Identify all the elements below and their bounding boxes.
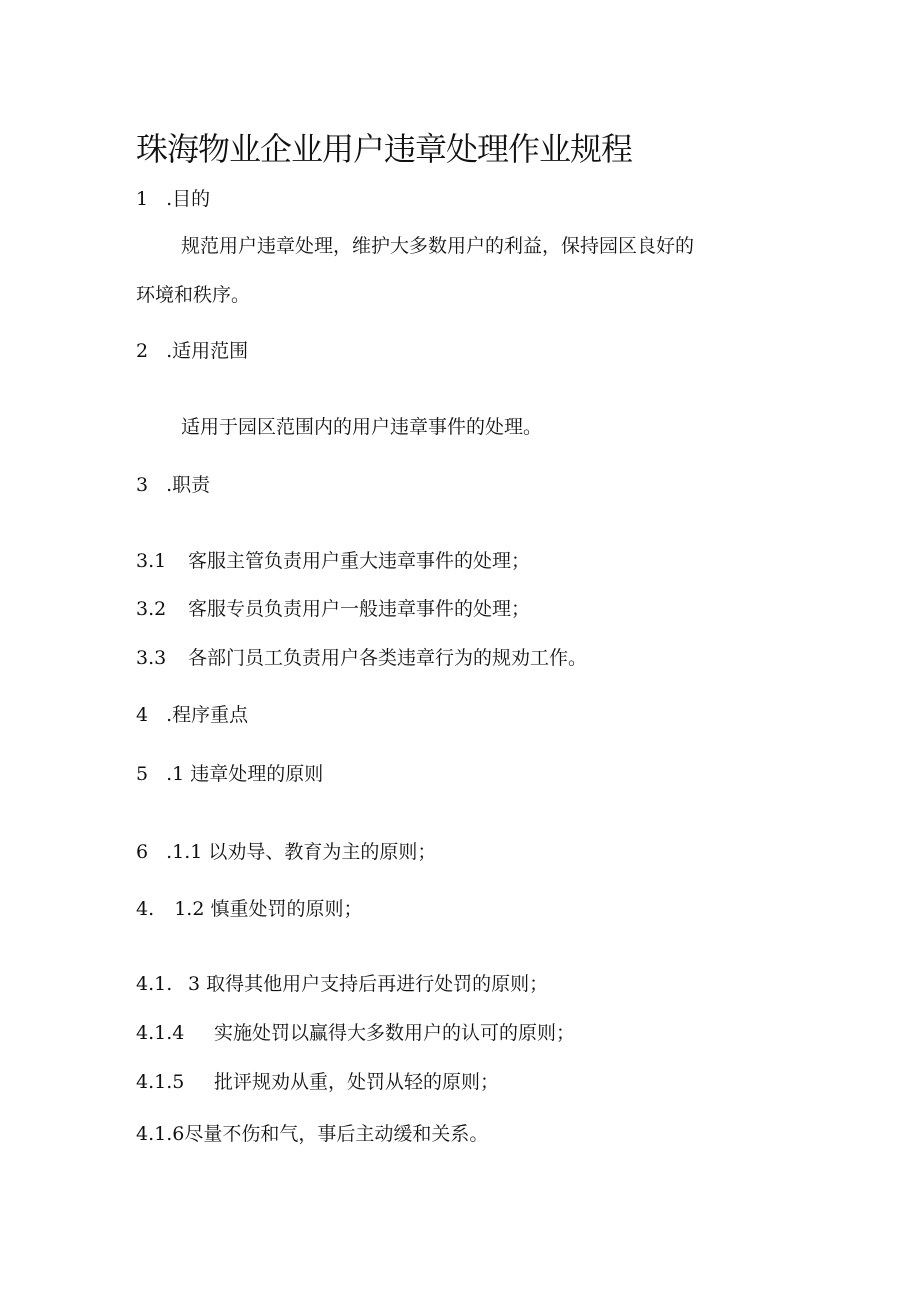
list-item <box>136 765 323 784</box>
item-text: 客服主管负责用户重大违章事件的处理； <box>188 550 531 572</box>
section-number: 3 <box>136 474 149 496</box>
item-number: 4.1. <box>136 973 173 995</box>
item-number: 4.1.6 <box>136 1123 185 1145</box>
paragraph-line: 规范用户违章处理，维护大多数用户的利益，保持园区良好的 <box>181 235 695 257</box>
item-text: 1.2 慎重处罚的原则； <box>174 898 363 920</box>
list-item <box>136 649 587 668</box>
list-item <box>136 843 436 862</box>
list-item <box>136 975 548 994</box>
paragraph-line: 适用于园区范围内的用户违章事件的处理。 <box>181 416 543 438</box>
item-number: 3.1 <box>136 550 167 572</box>
document-title: 珠海物业企业用户违章处理作业规程 <box>136 130 633 168</box>
item-text: 批评规劝从重，处罚从轻的原则； <box>214 1071 500 1093</box>
list-item <box>136 1125 488 1144</box>
section-heading-duties <box>136 476 210 495</box>
list-item <box>136 600 530 619</box>
item-text: 客服专员负责用户一般违章事件的处理； <box>188 598 531 620</box>
item-text: 3 取得其他用户支持后再进行处罚的原则； <box>188 973 549 995</box>
item-number: 4. <box>136 898 155 920</box>
list-item <box>136 552 530 571</box>
item-number: 4.1.5 <box>136 1071 185 1093</box>
section-number: 2 <box>136 340 149 362</box>
section-heading-scope <box>136 342 248 361</box>
section-number: 1 <box>136 188 149 210</box>
section-title: .职责 <box>166 474 211 496</box>
item-number: 3.2 <box>136 598 167 620</box>
section-number: 4 <box>136 704 149 726</box>
item-text: 实施处罚以赢得大多数用户的认可的原则； <box>214 1022 576 1044</box>
section-title: .程序重点 <box>166 704 249 726</box>
item-number: 4.1.4 <box>136 1022 185 1044</box>
section-heading-procedure <box>136 706 248 725</box>
list-item <box>136 1024 575 1043</box>
section-heading-purpose <box>136 190 210 209</box>
list-item <box>136 1073 499 1092</box>
paragraph-line: 环境和秩序。 <box>136 284 251 306</box>
section-title: .目的 <box>166 188 211 210</box>
item-text: .1.1 以劝导、教育为主的原则； <box>166 841 437 863</box>
item-number: 6 <box>136 841 149 863</box>
section-title: .适用范围 <box>166 340 249 362</box>
list-item <box>136 900 362 919</box>
item-text: 尽量不伤和气，事后主动缓和关系。 <box>184 1123 489 1145</box>
item-number: 5 <box>136 763 149 785</box>
item-text: .1 违章处理的原则 <box>166 763 324 785</box>
item-number: 3.3 <box>136 647 167 669</box>
item-text: 各部门员工负责用户各类违章行为的规劝工作。 <box>188 647 588 669</box>
